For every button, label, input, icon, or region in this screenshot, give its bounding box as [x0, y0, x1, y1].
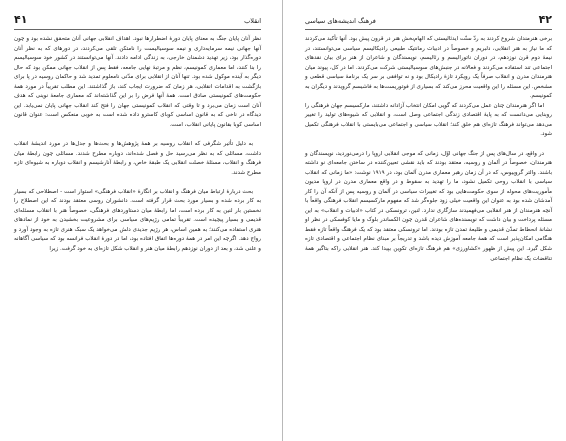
paragraph: در واقع، در سال‌های پس از جنگ جهانی اوّل، زمانی که موجی انقلابی اروپا را درمی‌نوردید، نویسندگان و هنرمندان، خصوصاً در آلمان و روسیه، معتقد بودند که باید نقشی تعیین‌کننده در ساختن جامعه‌ای نو داشته باشند. والتر گروپیوس، که در آن زمان رهبر معماری مدرن آلمان بود، در ۱۹۱۹ نوشت: «ما زمانی که انقلاب سیاسی با انقلاب روحی تکمیل نشود، ما را تهدید به سقوط و در واقع معماری مدرن در اروپا مدیون مأموریت‌های محوله از سوی حکومت‌هایی بود که تغییرات سیاسی در آلمان و روسیه پس از آنکه آن را کار آمدشان شده بود به عنوان این واقعیت خیلی زود جلوه‌گر شد که مفهوم مارکسیسم انقلاب فرهنگی واقعاً با آنچه هنرمندان از هنر انقلابی می‌فهمیدند سازگاری ندارد. لنین، ترونسکی در کتاب «ادبیات و انقلاب» به این مسئله پرداخت و بیان داشت که نویسنده‌های شاعران مُدرن چون الکساندر بلوک و مایا کوفسکی در نظر او نشانۀ انحطاط تمدّن قدیمی و طلیعۀ تمدن تازه بودند. اما ترونسکی معتقد بود که یک فرهنگ واقعاً تازه فقط هنگامی امکان‌پذیر است که همۀ جامعه آموزش دیده باشد و تدریجاً بر مبنای نظام اجتماعی و اقتصادی تازه شکل گیرد. این پیش از ظهور «کشاورزی» هم فرهنگ تازه‌ای تکوین بپیدا کند. هنر انقلابی راکه بتاگیر همۀ تناقضات یک نظام اجتماعی: [305, 150, 552, 262]
running-head: انقلاب: [244, 17, 261, 25]
paragraph-gap: [305, 140, 552, 150]
paragraph: نظر آنان پایان جنگ به معنای پایان دورۀ اضطرارها نبود. اهداف انقلابی جهانی آنان متحقق نشده بود و چون آنها جهانی نیمه سرمایه‌داری و نیمه سوسیالیست را نامتکن تلقی می‌کردند، در دورهای که به نظر آنان دوره‌گذار بود، زیر تهدید دشمنان خارجی، به زندگی ادامه دادند. آنها می‌توانستند در کشور خود سوسیالیسم را بنا کنند، اما معماری کمونیسم، نظم و مرتبۀ نهایی جامعه، فقط پس از انقلاب جهانی ممکن بود که حال دیگر به آینده موکول شده بود. تنها آنان از انقلابی برای مدّتی نامعلوم تمدید شد و حاکمان روسیه در پا برای بازگشت به اقدامات انقلابی، هر زمان که ضرورت ایجاب کند، باز گذاشتند. این مطلب تقریباً در مورد همۀ حکومت‌های کمونیستی صادق است. همۀ آنها فرض را بر این گذاشته‌اند که معماری جامعۀ نوینی که هدف آنان است زمان می‌برد و تا وقتی که انقلاب کمونیستی جهان را فتح کند انقلاب جهانی پایان نمی‌یابد. این دیدگاه در ناخی که به قانون اساسی کوبای کاسترو داده شده است به خوبی منعکس است: عنوان قانون اساسی کوبا بقانون پایانی انقلاب، است.: [14, 36, 261, 128]
page-number: ۴۲: [538, 13, 552, 26]
paragraph: برخی هنرمندان شروع کردند به ردّ سنّت ایدئالیستی که الهام‌بخش هنر در قرون پیش بود. آنها تأکید می‌کردند که ما نیاز به هنر انقلابی، دلبریم و خصوصاً در ادبیات رمانتیک طبیعی رادیکالیسم سیاسی می‌توانستند، در نیمۀ دوم قرن نوزدهم، در دوران ناتورالیسم و رئالیسم، نویسندگان و شاعران از هنر برای بیان نقدهای اجتماعی تند استفاده می‌کردند و فعالانه در جنبش‌های سوسیالیستی شرکت می‌کردند. اما در کل، پیوند میان هنرمندان مدرن و انقلاب صرفاً یک رویکرد تازۀ رادیکال بود و نه توافقی بر سر یک برنامۀ سیاسی قطعی و مشخص. این مسئله را این واقعیت محرز می‌کند که بسیاری از فوتوریست‌ها به فاشیسم گرویدند و دیگران به کمونیسم.: [305, 36, 552, 100]
paragraph: اما اگر هنرمندان چنان عمل می‌کردند که گویی امکان انتخاب آزادانه داشتند، مارکسیسم جهان فرهنگی را روبنایی می‌دانست که به پایۀ اقتصادی زندگی اجتماعی وصل است، و انقلابی که شیوه‌های تولید را تغییر می‌دهد می‌تواند فرهنگ تازه‌ای هم خلق کند؛ انقلاب سیاسی و اجتماعی می‌بایستی با انقلاب فرهنگی تکمیل شود.: [305, 102, 552, 138]
paragraph: بحث دربارۀ ارتباط میان فرهنگ و انقلاب بر انگارۀ «انقلاب فرهنگی» استوار است - اصطلاحی که بسیار به کار برده شده و بسیار مورد بحث قرار گرفته است. دانشوران روسی معتقد بودند که این اصطلاح را نخستین بار لنین به کار برده است، اما رابطۀ میان دستاوردهای فرهنگی، خصوصاً هنر با انقلاب مسئله‌ای قدیمی و بسیار پیچیده است. تقریباً تمامی رژیم‌های سیاسی برای مشروعیت بخشیدن به خود از نمادهای هنری استفاده می‌کنند؛ به همین اساس، هر رژیم جدیدی دلش می‌خواهد یک سبک هنری تازه به وجود آورد و رواج دهد. اگرچه این امر در همۀ دوره‌ها اتفاق افتاده بود، اما در دورۀ انقلاب فرانسه بود که سیاسی آگاهانه و علنی شد، و بعد از دوران نوزدهم رابطۀ میان هنر و انقلاب شکل تازه‌ای به خود گرفت. زیرا: [14, 188, 261, 253]
paragraph-gap: [14, 130, 261, 140]
page-header: [305, 13, 552, 30]
page-body: [14, 35, 261, 255]
page-number: ۴۱: [14, 13, 28, 26]
page-body: [305, 35, 552, 264]
paragraph: به دلیل تأثیر شگرفی که انقلاب روسیه بر همۀ پژوهش‌ها و بحث‌ها و جدل‌ها در مورد اندیشۀ انقلاب داشت، مسائلی که به نظر می‌رسید حل و فصل شده‌اند، دوباره مطرح شدند. مسائلی چون رابطۀ میان فرهنگ و انقلاب، مسئلۀ خصلت انقلابی یک طبقۀ خاص، و رابطۀ آنارشیسم و انقلاب دوباره به شیوه‌ای تازه مطرح شدند.: [14, 141, 261, 176]
page-header: [14, 13, 261, 30]
right-page: [283, 0, 566, 441]
running-head: فرهنگ اندیشه‌های سیاسی: [305, 17, 376, 25]
paragraph-gap: [14, 178, 261, 188]
